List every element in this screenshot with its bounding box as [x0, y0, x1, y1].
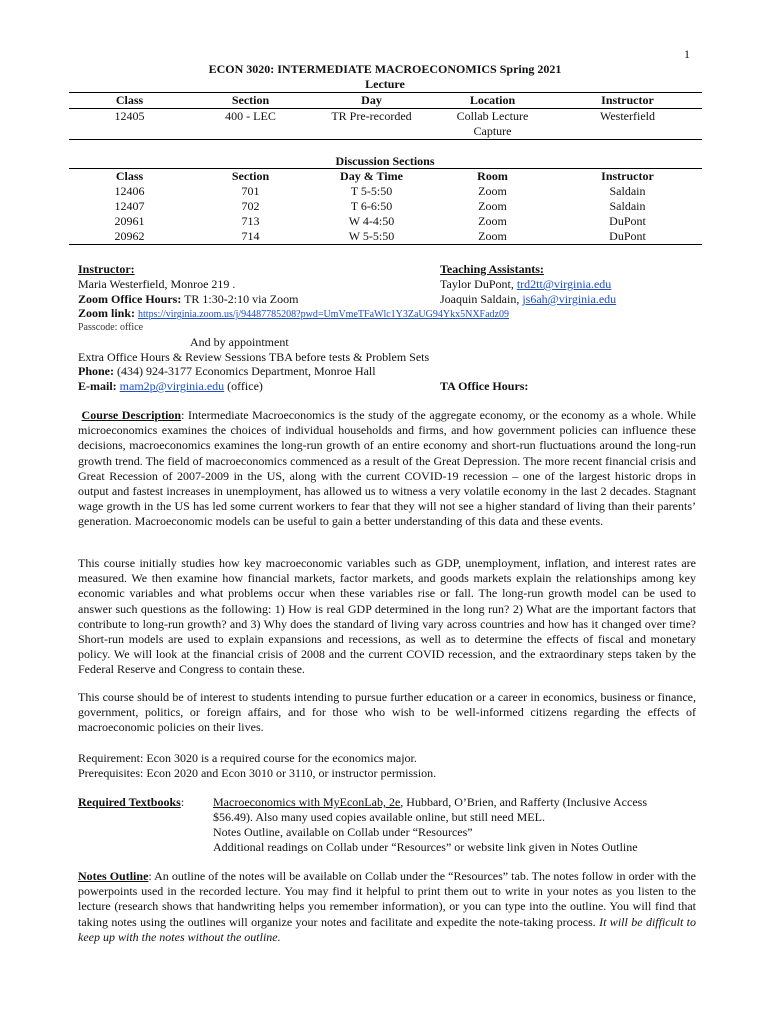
- lecture-header-row: [69, 93, 702, 109]
- header-instructor: Instructor: [553, 93, 702, 109]
- email-line: [78, 379, 263, 394]
- header-section: Section: [190, 93, 311, 109]
- discussion-header-row: [69, 169, 702, 185]
- instructor-email-link[interactable]: mam2p@virginia.edu: [119, 379, 225, 393]
- discussion-heading: Discussion Sections: [335, 154, 435, 168]
- location-line-1: Collab Lecture: [456, 109, 529, 123]
- notes-outline-label: Notes Outline: [78, 869, 149, 883]
- header-instructor: Instructor: [553, 169, 702, 185]
- ta2-name: Joaquin Saldain,: [440, 292, 523, 306]
- cell-section: 701: [241, 184, 260, 198]
- course-description: [78, 408, 696, 530]
- ta2-email-link[interactable]: js6ah@virginia.edu: [522, 292, 617, 306]
- ta1-line: [440, 277, 611, 292]
- description-paragraph-1: [78, 408, 696, 530]
- textbook-title: Macroeconomics with MyEconLab, 2e: [213, 795, 401, 809]
- table-row: [69, 214, 702, 229]
- cell-instructor: Westerfield: [553, 109, 702, 140]
- textbooks-label: Required Textbooks: [78, 795, 181, 809]
- zoom-office-hours: [78, 292, 298, 307]
- instructor-name: Maria Westerfield, Monroe 219 .: [78, 277, 236, 291]
- email-suffix: (office): [224, 379, 263, 393]
- table-row: [69, 199, 702, 214]
- header-location: Location: [432, 93, 553, 109]
- header-section: Section: [190, 169, 311, 185]
- textbook-line-4: Additional readings on Collab under “Resources” or website link given in Notes Outline: [213, 840, 638, 854]
- ta1-name: Taylor DuPont,: [440, 277, 517, 291]
- cell-instructor: DuPont: [609, 214, 646, 228]
- description-text-2: This course initially studies how key macroeconomic variables such as GDP, unemployment, inflation, and interest rates are measured. We then examine how financial markets, factor markets, and goods markets explain the relationships among key economic variables and what problems occur when these variables rise or fall. The long-run growth model can be used to answer such questions as the following: 1) How is real GDP determined in the long run? 2) What are the important factors that contribute to long-run growth? and 3) Why does the standard of living vary across countries and how has it changed over time? Short-run models are used to explain expansions and recessions, as well as to determine the effects of fiscal and monetary policy. We will look at the financial crisis of 2008 and the current COVID recession, and the extraordinary steps taken by the Federal Reserve and Congress to contain these.: [78, 556, 696, 677]
- cell-room: Zoom: [478, 184, 507, 198]
- cell-room: Zoom: [432, 229, 553, 245]
- page-number: 1: [684, 47, 690, 61]
- cell-class: 12406: [114, 184, 145, 198]
- header-class: Class: [69, 93, 190, 109]
- prerequisites: Prerequisites: Econ 2020 and Econ 3010 or 3110, or instructor permission.: [78, 766, 437, 780]
- zoom-hours-label: Zoom Office Hours:: [78, 292, 182, 306]
- zoom-hours-value: TR 1:30-2:10 via Zoom: [181, 292, 299, 306]
- cell-instructor: Saldain: [609, 184, 646, 198]
- cell-location: [432, 109, 553, 140]
- instructor-heading: Instructor:: [78, 262, 135, 276]
- notes-outline-text: : An outline of the notes will be available on Collab under the “Resources” tab. The notes follow in order with the powerpoints used in the recorded lecture. You may find it helpful to print them out to write in your notes as you listen to the lecture (research shows that handwriting helps you remember information), or you can type into the outline. You will find that taking notes using the outlines will organize your notes and facilitate and expedite the note-taking process.: [78, 869, 696, 929]
- header-day-time: Day & Time: [311, 169, 432, 185]
- lecture-table: [69, 92, 702, 140]
- description-paragraph-3: [78, 690, 696, 736]
- cell-section: 713: [241, 214, 260, 228]
- description-paragraph-2: [78, 556, 696, 678]
- course-title: ECON 3020: INTERMEDIATE MACROECONOMICS Spring 2021: [208, 62, 562, 76]
- cell-instructor: Saldain: [609, 199, 646, 213]
- cell-day: TR Pre-recorded: [311, 109, 432, 140]
- ta-office-hours: TA Office Hours:: [440, 379, 529, 393]
- phone-line: [78, 364, 376, 379]
- cell-instructor: DuPont: [553, 229, 702, 245]
- appointment-note: And by appointment: [190, 335, 289, 349]
- requirement: Requirement: Econ 3020 is a required course for the economics major.: [78, 751, 417, 765]
- course-description-label: Course Description: [81, 408, 182, 422]
- cell-day-time: W 4-4:50: [348, 214, 395, 228]
- textbook-line-2: $56.49). Also many used copies available online, but still need MEL.: [213, 810, 545, 824]
- table-row: [69, 229, 702, 245]
- header-day: Day: [311, 93, 432, 109]
- description-text-3: This course should be of interest to students intending to pursue further education or a career in economics, business or finance, government, politics, or foreign affairs, and for those who wish to be well-informed citizens regarding the effects of macroeconomic policies on their lives.: [78, 690, 696, 735]
- discussion-table: [69, 168, 702, 245]
- cell-room: Zoom: [478, 199, 507, 213]
- ta2-line: [440, 292, 616, 307]
- textbook-line-1: [213, 795, 647, 810]
- email-label: E-mail:: [78, 379, 117, 393]
- location-line-2: Capture: [473, 124, 512, 138]
- cell-section: 714: [190, 229, 311, 245]
- passcode: Passcode: office: [78, 322, 144, 333]
- phone-label: Phone:: [78, 364, 114, 378]
- table-row: [69, 109, 702, 140]
- textbooks-heading: [78, 795, 184, 810]
- textbook-authors: , Hubbard, O’Brien, and Rafferty (Inclusive Access: [400, 795, 647, 809]
- cell-section: 400 - LEC: [190, 109, 311, 140]
- header-room: Room: [432, 169, 553, 185]
- cell-day-time: T 6-6:50: [350, 199, 393, 213]
- zoom-link-label: Zoom link:: [78, 306, 136, 320]
- cell-section: 702: [241, 199, 260, 213]
- textbooks-colon: :: [180, 795, 185, 809]
- textbook-line-3: Notes Outline, available on Collab under “Resources”: [213, 825, 473, 839]
- notes-outline: [78, 869, 696, 945]
- cell-class: 12407: [114, 199, 145, 213]
- extra-office-hours: Extra Office Hours & Review Sessions TBA before tests & Problem Sets: [78, 350, 430, 364]
- cell-day-time: W 5-5:50: [311, 229, 432, 245]
- cell-room: Zoom: [478, 214, 507, 228]
- ta1-email-link[interactable]: trd2tt@virginia.edu: [516, 277, 612, 291]
- header-class: Class: [69, 169, 190, 185]
- table-row: [69, 184, 702, 199]
- zoom-link[interactable]: https://virginia.zoom.us/j/94487785208?pwd=UmVmeTFaWlc1Y3ZaUG94Ykx5NXFadz09: [138, 309, 509, 320]
- cell-class: 20961: [114, 214, 145, 228]
- notes-outline-italic: It will be difficult to keep up with the notes without the outline.: [78, 914, 697, 944]
- lecture-heading: Lecture: [365, 77, 405, 91]
- phone-value: (434) 924-3177 Economics Department, Monroe Hall: [114, 364, 376, 378]
- description-text-1: : Intermediate Macroeconomics is the study of the aggregate economy, or the economy as a whole. While microeconomics examines the choices of individual households and firms, and how government policies can influence these decisions, macroeconomics examines the long-run growth of an entire economy and short-run fluctuations around the long-run growth trend. The field of macroeconomics commenced as a result of the Great Depression. The more recent financial crisis and Great Recession of 2007-2009 in the US, along with the current COVID-19 recession – one of the largest historic drops in output and fastest increases in unemployment, has allowed us to witness a very volatile economy in the last 2 decades. Stagnant wage growth in the US has led some current workers to fear that they will not see a higher standard of living than their parents’ generation. Macroeconomic models can be useful to gain a better understanding of this data and these events.: [78, 408, 696, 529]
- cell-class: 12405: [69, 109, 190, 140]
- ta-heading: Teaching Assistants:: [440, 262, 544, 276]
- notes-outline-paragraph: [78, 869, 696, 945]
- cell-day-time: T 5-5:50: [350, 184, 393, 198]
- cell-class: 20962: [69, 229, 190, 245]
